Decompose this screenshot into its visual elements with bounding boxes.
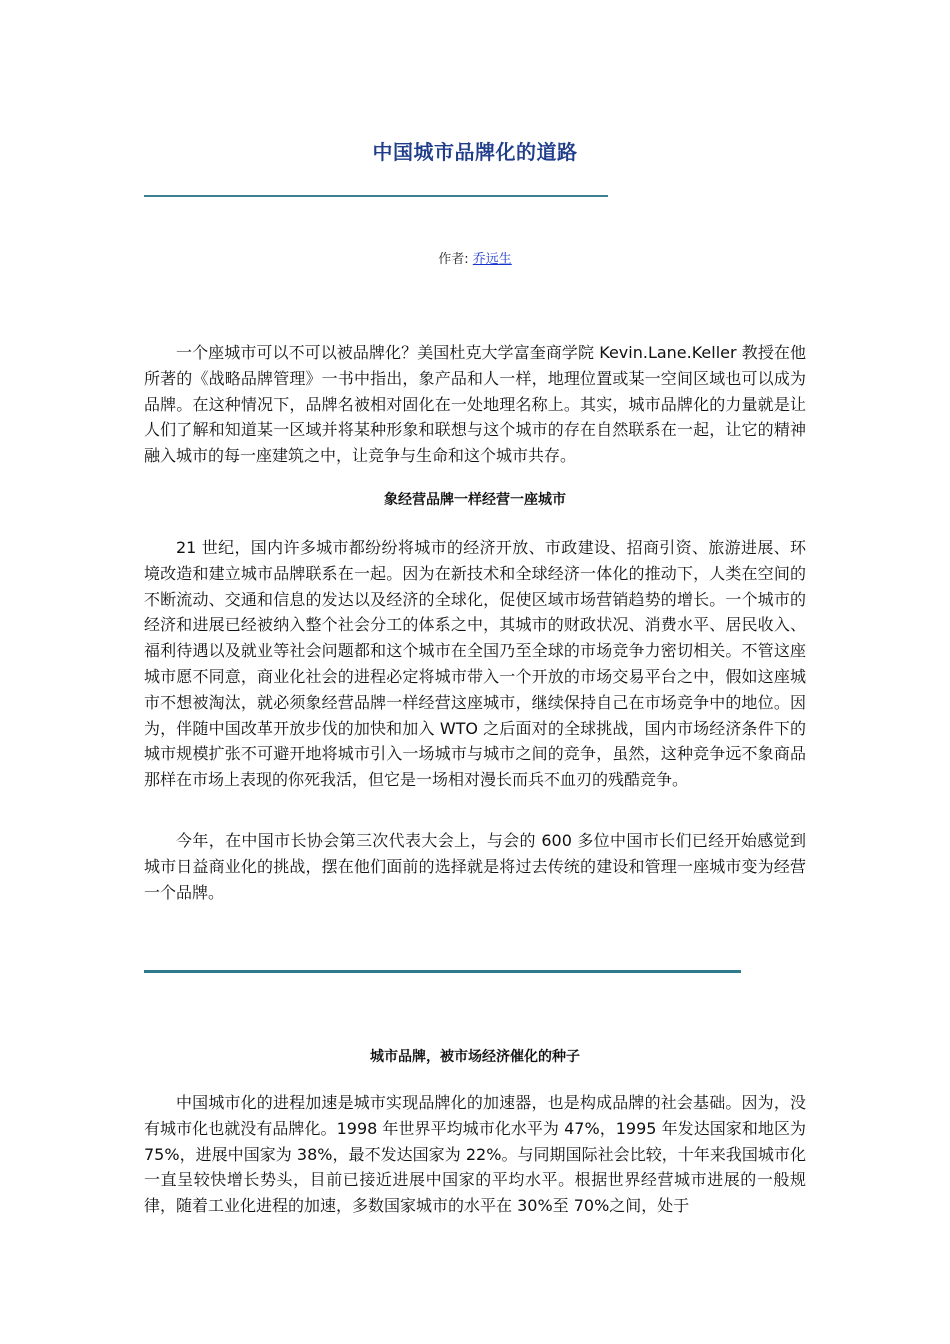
article-title: 中国城市品牌化的道路 — [372, 140, 578, 164]
paragraph-intro: 一个座城市可以不可以被品牌化？美国杜克大学富奎商学院 Kevin.Lane.Keller 教授在他所著的《战略品牌管理》一书中指出，象产品和人一样，地理位置或某一空间区域也可以成为品牌。在这种情况下，品牌名被相对固化在一处地理名称上。其实，城市品牌化的力量就是让人们了解和知道某一区域并将某种形象和联想与这个城市的存在自然联系在一起，让它的精神融入城市的每一座建筑之中，让竞争与生命和这个城市共存。 — [144, 343, 806, 466]
paragraph-body-2: 今年，在中国市长协会第三次代表大会上，与会的 600 多位中国市长们已经开始感觉到城市日益商业化的挑战，摆在他们面前的选择就是将过去传统的建设和管理一座城市变为经营一个品牌。 — [144, 831, 806, 902]
author-line — [0, 248, 950, 267]
section-heading-1: 象经营品牌一样经营一座城市 — [384, 492, 566, 508]
author-label: 作者: — [438, 252, 469, 267]
paragraph-body-3: 中国城市化的进程加速是城市实现品牌化的加速器，也是构成品牌的社会基础。因为，没有城市化也就没有品牌化。1998 年世界平均城市化水平为 47%，1995 年发达国家和地区为 75%，进展中国家为 38%，最不发达国家为 22%。与同期国际社会比较，十年来我国城市化一直呈较快增长势头，目前已接近进展中国家的平均水平。根据世界经营城市进展的一般规律，随着工业化进程的加速，多数国家城市的水平在 30%至 70%之间，处于 — [144, 1093, 806, 1216]
section-divider — [144, 970, 741, 973]
author-link[interactable]: 乔远生 — [472, 252, 512, 267]
paragraph-body-1: 21 世纪，国内许多城市都纷纷将城市的经济开放、市政建设、招商引资、旅游进展、环境改造和建立城市品牌联系在一起。因为在新技术和全球经济一体化的推动下，人类在空间的不断流动、交通和信息的发达以及经济的全球化，促使区域市场营销趋势的增长。一个城市的经济和进展已经被纳入整个社会分工的体系之中，其城市的财政状况、消费水平、居民收入、福利待遇以及就业等社会问题都和这个城市在全国乃至全球的市场竞争力密切相关。不管这座城市愿不同意，商业化社会的进程必定将城市带入一个开放的市场交易平台之中，假如这座城市不想被淘汰，就必须象经营品牌一样经营这座城市，继续保持自己在市场竞争中的地位。因为，伴随中国改革开放步伐的加快和加入 WTO 之后面对的全球挑战，国内市场经济条件下的城市规模扩张不可避开地将城市引入一场城市与城市之间的竞争，虽然，这种竞争远不象商品那样在市场上表现的你死我活，但它是一场相对漫长而兵不血刃的残酷竞争。 — [144, 538, 806, 790]
section-heading-2: 城市品牌，被市场经济催化的种子 — [370, 1049, 580, 1065]
title-divider — [144, 195, 608, 197]
